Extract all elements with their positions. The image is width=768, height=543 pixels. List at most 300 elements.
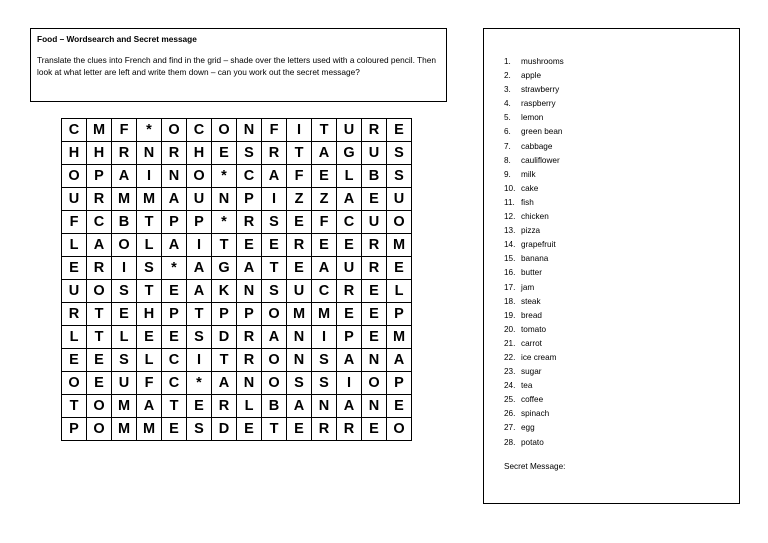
instructions-text: Translate the clues into French and find in the grid – shade over the letters used with a coloured pencil. Then look at what letter are left and write them down – can you work out the secret message? [37,55,436,77]
grid-cell[interactable]: R [237,349,262,372]
grid-cell[interactable]: S [137,257,162,280]
grid-cell[interactable]: O [62,165,87,188]
grid-cell[interactable]: P [387,372,412,395]
clue-number: 2. [504,71,511,81]
clue-item [504,365,729,379]
grid-cell[interactable]: H [62,142,87,165]
grid-cell[interactable]: E [387,119,412,142]
grid-cell[interactable]: * [137,119,162,142]
grid-cell[interactable]: E [62,349,87,372]
grid-cell[interactable]: I [337,372,362,395]
grid-row [62,280,412,303]
clue-number: 22. [504,352,516,362]
grid-cell[interactable]: R [362,234,387,257]
clue-item [504,309,729,323]
clue-item [504,168,729,182]
clue-item [504,111,729,125]
clue-number: 21. [504,338,516,348]
clue-item [504,69,729,83]
grid-cell[interactable]: * [187,372,212,395]
grid-cell[interactable]: O [212,119,237,142]
grid-row [62,418,412,441]
grid-cell[interactable]: E [312,165,337,188]
clue-number: 17. [504,282,516,292]
grid-cell[interactable]: E [362,188,387,211]
grid-cell[interactable]: S [237,142,262,165]
grid-cell[interactable]: A [187,280,212,303]
clue-number: 4. [504,99,511,109]
grid-cell[interactable]: G [212,257,237,280]
clue-number: 16. [504,268,516,278]
grid-row [62,257,412,280]
grid-cell[interactable]: A [262,165,287,188]
clue-number: 13. [504,226,516,236]
grid-cell[interactable]: E [162,326,187,349]
grid-cell[interactable]: R [62,303,87,326]
grid-cell[interactable]: E [262,234,287,257]
grid-cell[interactable]: N [137,142,162,165]
grid-cell[interactable]: P [337,326,362,349]
clue-number: 9. [504,169,511,179]
clue-item [504,55,729,69]
grid-cell[interactable]: I [112,257,137,280]
grid-cell[interactable]: U [187,188,212,211]
grid-cell[interactable]: E [287,418,312,441]
grid-cell[interactable]: A [87,234,112,257]
clue-item [504,210,729,224]
grid-cell[interactable]: U [362,211,387,234]
grid-cell[interactable]: H [137,303,162,326]
grid-cell[interactable]: R [287,234,312,257]
grid-cell[interactable]: R [87,257,112,280]
grid-cell[interactable]: O [262,349,287,372]
grid-cell[interactable]: F [137,372,162,395]
grid-cell[interactable]: A [287,395,312,418]
grid-cell[interactable]: L [62,326,87,349]
grid-cell[interactable]: T [87,326,112,349]
clue-number: 27. [504,423,516,433]
grid-cell[interactable]: T [137,211,162,234]
clue-word: apple [521,71,542,81]
grid-cell[interactable]: S [387,142,412,165]
clue-item [504,351,729,365]
clue-word: green bean [521,127,563,137]
grid-cell[interactable]: R [162,142,187,165]
grid-cell[interactable]: U [62,280,87,303]
grid-cell[interactable]: U [112,372,137,395]
grid-cell[interactable]: P [162,211,187,234]
clue-item [504,182,729,196]
clue-item [504,252,729,266]
clue-number: 12. [504,212,516,222]
clue-word: bread [521,310,542,320]
grid-cell[interactable]: N [237,280,262,303]
clue-item [504,125,729,139]
clue-word: raspberry [521,99,556,109]
grid-cell[interactable]: R [312,418,337,441]
grid-cell[interactable]: A [162,234,187,257]
grid-cell[interactable]: * [162,257,187,280]
grid-cell[interactable]: E [237,418,262,441]
grid-cell[interactable]: A [187,257,212,280]
clue-word: mushrooms [521,57,564,66]
grid-cell[interactable]: E [87,349,112,372]
grid-cell[interactable]: L [62,234,87,257]
clue-word: cake [521,183,539,193]
grid-cell[interactable]: T [137,280,162,303]
grid-cell[interactable]: E [87,372,112,395]
grid-cell[interactable]: R [337,418,362,441]
grid-cell[interactable]: C [312,280,337,303]
grid-cell[interactable]: D [212,418,237,441]
grid-cell[interactable]: L [112,326,137,349]
grid-cell[interactable]: U [62,188,87,211]
grid-cell[interactable]: S [187,326,212,349]
grid-cell[interactable]: O [112,234,137,257]
grid-cell[interactable]: R [237,326,262,349]
grid-cell[interactable]: T [87,303,112,326]
clue-word: tea [521,381,533,391]
grid-cell[interactable]: T [212,234,237,257]
grid-cell[interactable]: M [87,119,112,142]
grid-cell[interactable]: F [287,165,312,188]
grid-cell[interactable]: D [212,326,237,349]
grid-cell[interactable]: O [387,418,412,441]
grid-cell[interactable]: S [112,349,137,372]
grid-cell[interactable]: I [312,326,337,349]
grid-cell[interactable]: A [137,395,162,418]
grid-cell[interactable]: P [62,418,87,441]
grid-cell[interactable]: Z [312,188,337,211]
grid-cell[interactable]: E [387,257,412,280]
clue-number: 10. [504,183,516,193]
clue-item [504,238,729,252]
grid-cell[interactable]: E [162,280,187,303]
grid-cell[interactable]: O [362,372,387,395]
grid-cell[interactable]: S [187,418,212,441]
clue-word: ice cream [521,352,557,362]
grid-cell[interactable]: E [362,280,387,303]
clue-number: 26. [504,409,516,419]
grid-cell[interactable]: N [162,165,187,188]
grid-row [62,188,412,211]
grid-cell[interactable]: E [337,234,362,257]
grid-cell[interactable]: R [362,257,387,280]
grid-cell[interactable]: U [362,142,387,165]
grid-cell[interactable]: U [337,119,362,142]
grid-cell[interactable]: A [387,349,412,372]
grid-cell[interactable]: T [162,395,187,418]
clue-word: chicken [521,212,549,222]
grid-cell[interactable]: E [237,234,262,257]
grid-cell[interactable]: C [162,349,187,372]
grid-cell[interactable]: N [312,395,337,418]
grid-cell[interactable]: C [62,119,87,142]
grid-cell[interactable]: O [87,418,112,441]
grid-cell[interactable]: N [212,188,237,211]
grid-cell[interactable]: N [362,395,387,418]
grid-cell[interactable]: R [87,188,112,211]
grid-cell[interactable]: B [362,165,387,188]
grid-cell[interactable]: A [337,395,362,418]
grid-cell[interactable]: A [212,372,237,395]
clue-item [504,97,729,111]
grid-row [62,349,412,372]
grid-cell[interactable]: A [162,188,187,211]
grid-cell[interactable]: T [287,142,312,165]
grid-cell[interactable]: E [187,395,212,418]
clue-number: 20. [504,324,516,334]
grid-cell[interactable]: S [312,372,337,395]
clue-number: 8. [504,155,511,165]
grid-cell[interactable]: T [212,349,237,372]
grid-cell[interactable]: C [87,211,112,234]
grid-row [62,142,412,165]
clue-number: 18. [504,296,516,306]
grid-cell[interactable]: C [337,211,362,234]
clue-word: steak [521,296,541,306]
instructions-box [30,28,447,102]
grid-cell[interactable]: C [237,165,262,188]
clue-word: grapefruit [521,240,556,250]
grid-cell[interactable]: S [387,165,412,188]
clue-item [504,323,729,337]
grid-cell[interactable]: E [162,418,187,441]
grid-cell[interactable]: Z [287,188,312,211]
grid-cell[interactable]: A [262,326,287,349]
grid-cell[interactable]: A [112,165,137,188]
grid-cell[interactable]: O [87,280,112,303]
grid-cell[interactable]: S [112,280,137,303]
grid-cell[interactable]: E [287,257,312,280]
grid-cell[interactable]: F [312,211,337,234]
grid-cell[interactable]: N [287,326,312,349]
grid-cell[interactable]: O [262,303,287,326]
grid-cell[interactable]: M [137,188,162,211]
clue-number: 1. [504,57,511,66]
grid-cell[interactable]: P [187,211,212,234]
grid-cell[interactable]: E [137,326,162,349]
clue-number: 11. [504,197,515,207]
grid-cell[interactable]: S [287,372,312,395]
grid-cell[interactable]: S [312,349,337,372]
grid-cell[interactable]: N [362,349,387,372]
clue-item [504,266,729,280]
grid-cell[interactable]: L [137,349,162,372]
grid-cell[interactable]: O [87,395,112,418]
clue-word: lemon [521,113,544,123]
secret-message-label: Secret Message: [504,461,566,471]
clue-number: 5. [504,113,511,123]
clue-number: 25. [504,395,516,405]
grid-cell[interactable]: E [337,303,362,326]
grid-cell[interactable]: S [262,280,287,303]
clue-word: banana [521,254,549,264]
grid-cell[interactable]: R [212,395,237,418]
grid-cell[interactable]: U [287,280,312,303]
grid-cell[interactable]: T [312,119,337,142]
grid-cell[interactable]: G [337,142,362,165]
clue-item [504,83,729,97]
clue-item [504,407,729,421]
grid-row [62,372,412,395]
grid-cell[interactable]: M [387,234,412,257]
grid-cell[interactable]: U [337,257,362,280]
wordsearch-grid [61,118,412,441]
grid-cell[interactable]: C [162,372,187,395]
grid-cell[interactable]: E [362,326,387,349]
grid-cell[interactable]: N [237,119,262,142]
grid-cell[interactable]: T [262,257,287,280]
grid-cell[interactable]: M [112,395,137,418]
grid-row [62,303,412,326]
grid-cell[interactable]: H [87,142,112,165]
clue-number: 28. [504,437,516,447]
clue-word: egg [521,423,535,433]
grid-cell[interactable]: B [112,211,137,234]
clue-word: potato [521,437,544,447]
grid-cell[interactable]: P [237,303,262,326]
grid-cell[interactable]: P [87,165,112,188]
clue-number: 14. [504,240,516,250]
clue-word: cauliflower [521,155,560,165]
grid-cell[interactable]: I [287,119,312,142]
clue-number: 23. [504,367,516,377]
grid-cell[interactable]: M [387,326,412,349]
grid-cell[interactable]: E [362,303,387,326]
grid-cell[interactable]: E [312,234,337,257]
grid-cell[interactable]: T [262,418,287,441]
grid-cell[interactable]: A [237,257,262,280]
grid-cell[interactable]: * [212,165,237,188]
grid-cell[interactable]: B [262,395,287,418]
grid-cell[interactable]: K [212,280,237,303]
clue-word: butter [521,268,542,278]
clue-word: milk [521,169,536,179]
grid-cell[interactable]: R [337,280,362,303]
grid-cell[interactable]: H [187,142,212,165]
grid-cell[interactable]: I [187,234,212,257]
clue-word: tomato [521,324,547,334]
grid-cell[interactable]: E [62,257,87,280]
grid-cell[interactable]: O [387,211,412,234]
clue-word: strawberry [521,85,560,95]
worksheet-title: Food – Wordsearch and Secret message [37,34,197,44]
clue-word: spinach [521,409,550,419]
clue-item [504,379,729,393]
grid-cell[interactable]: N [237,372,262,395]
grid-row [62,234,412,257]
clue-item [504,196,729,210]
clue-number: 15. [504,254,516,264]
grid-cell[interactable]: O [162,119,187,142]
grid-cell[interactable]: T [187,303,212,326]
grid-cell[interactable]: * [212,211,237,234]
grid-cell[interactable]: E [212,142,237,165]
grid-row [62,165,412,188]
grid-cell[interactable]: P [237,188,262,211]
clue-word: pizza [521,226,541,236]
grid-cell[interactable]: R [237,211,262,234]
grid-cell[interactable]: M [112,418,137,441]
grid-cell[interactable]: O [262,372,287,395]
clue-item [504,224,729,238]
clue-list-box [483,28,740,504]
clue-word: sugar [521,367,542,377]
grid-cell[interactable]: A [337,349,362,372]
grid-cell[interactable]: E [387,395,412,418]
grid-cell[interactable]: N [287,349,312,372]
grid-cell[interactable]: R [112,142,137,165]
grid-row [62,326,412,349]
grid-cell[interactable]: P [212,303,237,326]
grid-cell[interactable]: E [362,418,387,441]
clue-item [504,436,729,450]
grid-cell[interactable]: M [287,303,312,326]
grid-cell[interactable]: S [262,211,287,234]
grid-cell[interactable]: O [62,372,87,395]
clue-number: 3. [504,85,511,95]
grid-cell[interactable]: E [287,211,312,234]
clue-item [504,393,729,407]
clue-item [504,154,729,168]
clue-number: 19. [504,310,516,320]
clue-word: cabbage [521,141,553,151]
grid-cell[interactable]: M [137,418,162,441]
grid-cell[interactable]: L [137,234,162,257]
grid-cell[interactable]: R [362,119,387,142]
grid-cell[interactable]: F [112,119,137,142]
grid-cell[interactable]: L [337,165,362,188]
clue-item [504,295,729,309]
clue-word: coffee [521,395,544,405]
grid-cell[interactable]: P [387,303,412,326]
clue-word: carrot [521,338,542,348]
clue-item [504,337,729,351]
grid-cell[interactable]: P [162,303,187,326]
grid-cell[interactable]: R [262,142,287,165]
grid-row [62,211,412,234]
grid-cell[interactable]: A [312,142,337,165]
grid-cell[interactable]: T [62,395,87,418]
grid-cell[interactable]: U [387,188,412,211]
grid-cell[interactable]: I [187,349,212,372]
clue-list [504,55,729,450]
grid-cell[interactable]: M [312,303,337,326]
clue-item [504,421,729,435]
clue-number: 6. [504,127,511,137]
grid-cell[interactable]: I [137,165,162,188]
clue-item [504,281,729,295]
grid-cell[interactable]: C [187,119,212,142]
grid-cell[interactable]: O [187,165,212,188]
grid-cell[interactable]: F [262,119,287,142]
grid-cell[interactable]: A [312,257,337,280]
grid-cell[interactable]: I [262,188,287,211]
grid-cell[interactable]: L [387,280,412,303]
clue-item [504,140,729,154]
grid-cell[interactable]: L [237,395,262,418]
clue-number: 7. [504,141,511,151]
grid-cell[interactable]: F [62,211,87,234]
grid-cell[interactable]: A [337,188,362,211]
grid-cell[interactable]: M [112,188,137,211]
grid-row [62,119,412,142]
clue-number: 24. [504,381,516,391]
grid-row [62,395,412,418]
grid-cell[interactable]: E [112,303,137,326]
clue-word: fish [521,197,534,207]
